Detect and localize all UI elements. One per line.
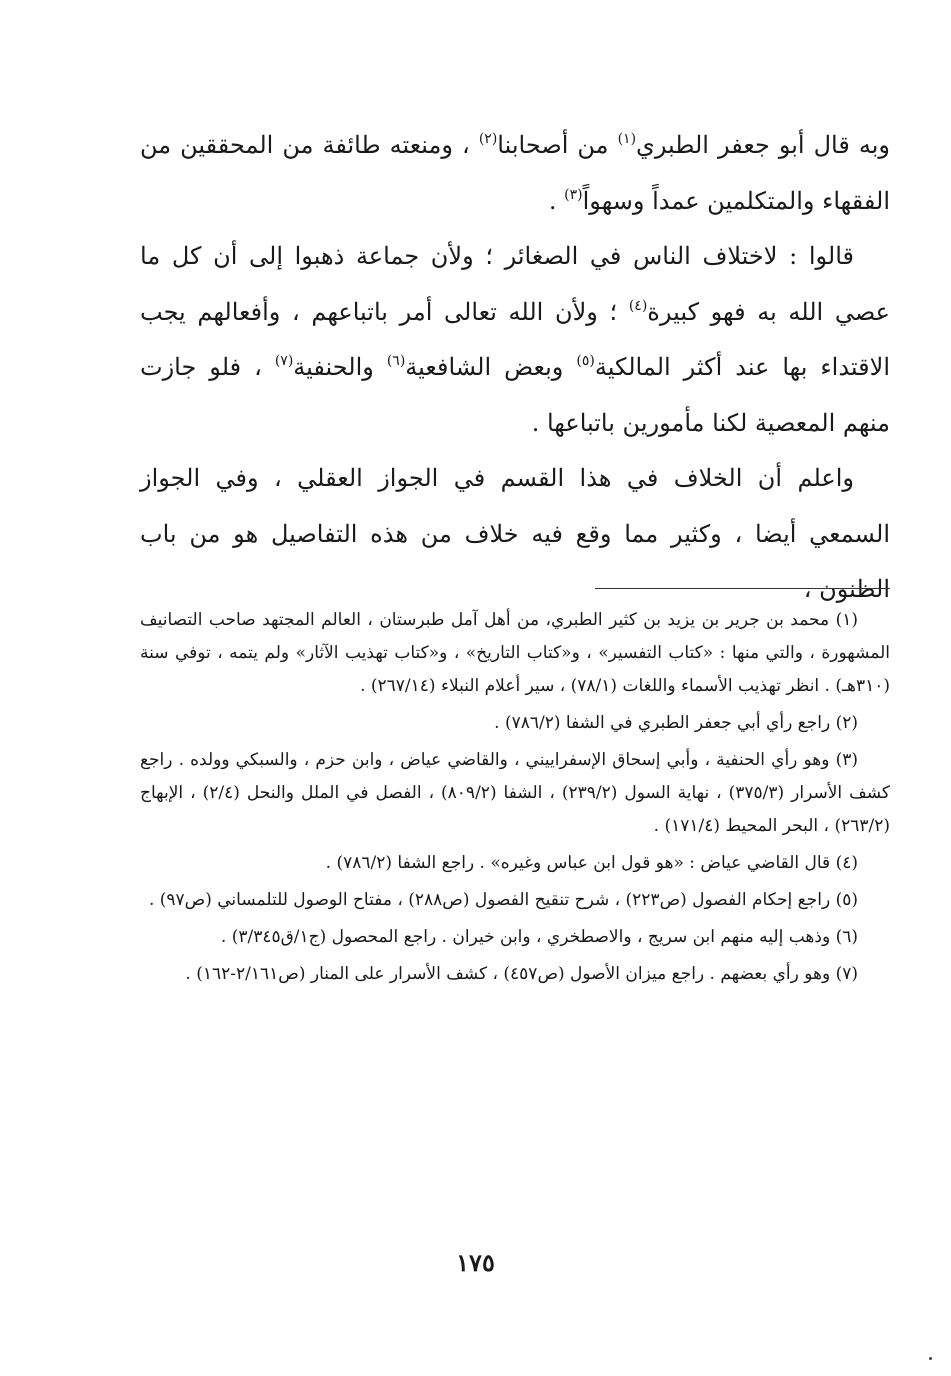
text-span: ؛ ولأن الله تعالى أمر باتباعهم ، وأفعالهم يجب الاقتداء بها عند أكثر المالكية xyxy=(140,297,891,381)
footnote-ref-6[interactable]: (٦) xyxy=(386,353,406,369)
footnote-ref-5[interactable]: (٥) xyxy=(576,353,595,369)
footnote-ref-2[interactable]: (٢) xyxy=(478,131,498,147)
footnote-ref-4[interactable]: (٤) xyxy=(628,297,648,314)
paragraph-3: واعلم أن الخلاف في هذا القسم في الجواز العقلي ، وفي الجواز السمعي أيضا ، وكثير مما وقع فيه خلاف من هذه التفاصيل هو من باب الظنون ، xyxy=(140,464,891,603)
text-span: وبه قال أبو جعفر الطبري xyxy=(636,131,891,159)
text-span: قالوا : لاختلاف الناس في الصغائر ؛ ولأن جماعة ذهبوا إلى أن كل ما عصي الله به فهو كبيرة xyxy=(140,242,890,326)
footnote-7: (٧) وهو رأي بعضهم . راجع ميزان الأصول (ص٤٥٧) ، كشف الأسرار على المنار (ص٢/١٦١-١٦٢) . xyxy=(185,964,858,984)
paragraph-2 xyxy=(140,229,890,451)
footnote-3: (٣) وهو رأي الحنفية ، وأبي إسحاق الإسفراييني ، والقاضي عياض ، وابن حزم ، والسبكي وولده . راجع كشف الأسرار (٣٧٥/٣) ، نهاية السول (٢٣٩/٢) ، الشفا (٨٠٩/٢) ، الفصل في الملل والنحل (٢/٤) ، الإبهاج (٢٦٣/٢) ، البحر المحيط (١٧١/٤) . xyxy=(140,750,890,836)
text-span: والحنفية xyxy=(293,353,387,381)
page-number: ١٧٥ xyxy=(456,1248,495,1277)
text-span: من أصحابنا xyxy=(497,131,618,159)
footnote-separator xyxy=(595,588,890,589)
scan-speck xyxy=(929,1357,932,1360)
footnote-ref-7[interactable]: (٧) xyxy=(274,353,294,369)
footnotes xyxy=(140,604,890,995)
footnote-6: (٦) وذهب إليه منهم ابن سريج ، والاصطخري ، وابن خيران . راجع المحصول (ج١/ق٣/٣٤٥) . xyxy=(220,927,858,947)
footnote-1: (١) محمد بن جرير بن يزيد بن كثير الطبري، من أهل آمل طبرستان ، العالم المجتهد صاحب التصانيف المشهورة ، والتي منها : «كتاب التفسير» ، و«كتاب التاريخ» ، و«كتاب تهذيب الآثار» ولم يتمه ، توفي سنة (٣١٠هـ) . انظر تهذيب الأسماء واللغات (٧٨/١) ، سير أعلام النبلاء (٢٦٧/١٤) . xyxy=(140,610,890,696)
main-text xyxy=(140,118,890,618)
text-span: . xyxy=(548,186,565,215)
text-span: ، فلو جازت منهم المعصية لكنا مأمورين باتباعها . xyxy=(140,353,890,437)
text-span: ، ومنعته طائفة من المحققين من الفقهاء والمتكلمين عمداً وسهواً xyxy=(140,131,890,215)
footnote-ref-1[interactable]: (١) xyxy=(617,131,637,147)
paragraph-1 xyxy=(140,118,890,229)
footnote-5: (٥) راجع إحكام الفصول (ص٢٢٣) ، شرح تنقيح الفصول (ص٢٨٨) ، مفتاح الوصول للتلمساني (ص٩٧) . xyxy=(148,890,858,910)
footnote-4: (٤) قال القاضي عياض : «هو قول ابن عباس وغيره» . راجع الشفا (٧٨٦/٢) . xyxy=(325,853,858,873)
footnote-ref-3[interactable]: (٣) xyxy=(564,186,583,203)
text-span: وبعض الشافعية xyxy=(405,353,577,381)
footnote-2: (٢) راجع رأي أبي جعفر الطبري في الشفا (٧٨٦/٢) . xyxy=(494,713,858,733)
